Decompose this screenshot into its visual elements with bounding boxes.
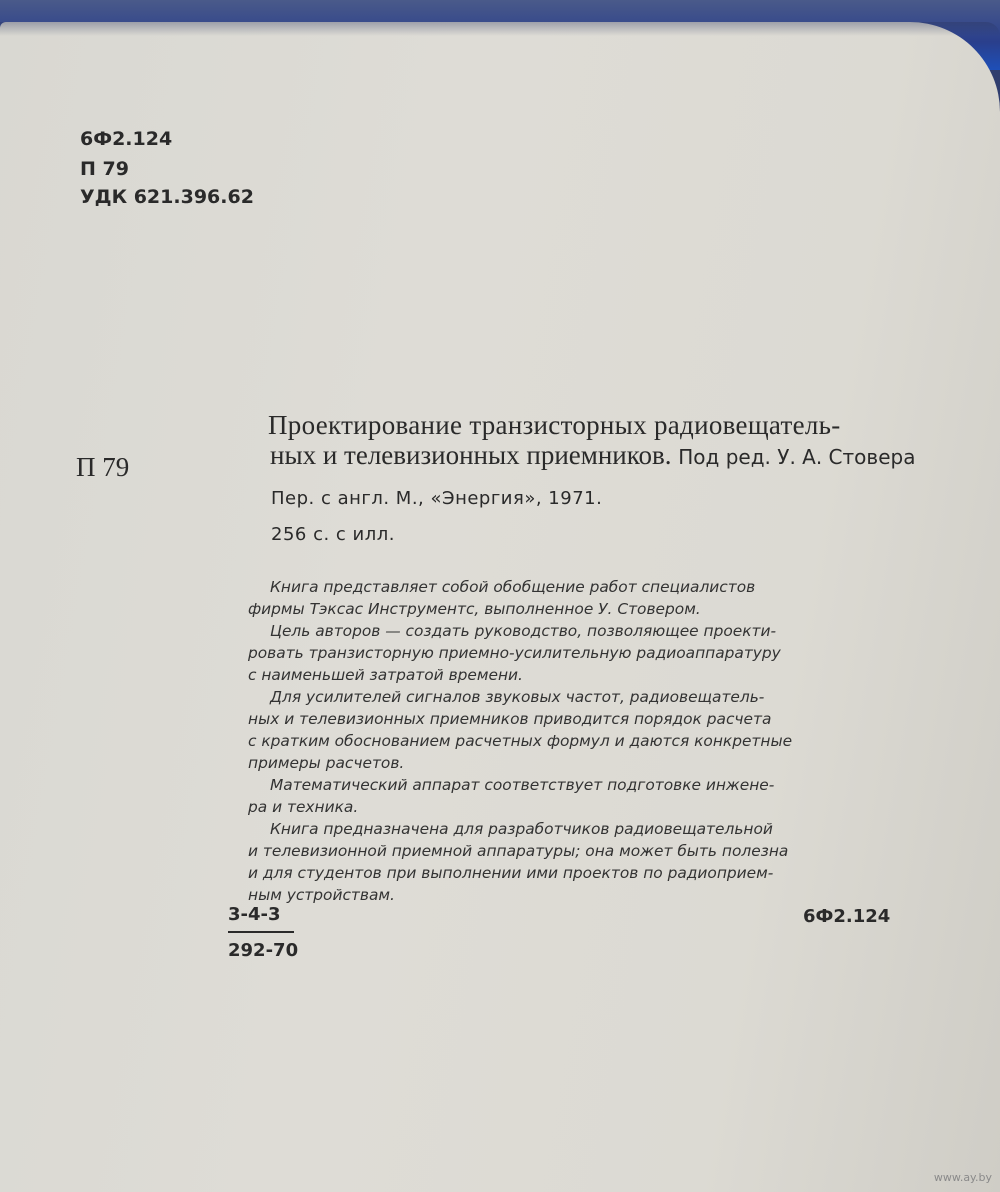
abstract-line: ных и телевизионных приемников приводится порядок расчета [248,710,772,728]
book-title-line-2 [270,440,915,471]
watermark: www.ay.by [933,1171,992,1184]
abstract-line: и для студентов при выполнении ими проектов по радиоприем- [248,864,774,882]
publication-info: Пер. с англ. М., «Энергия», 1971. [271,488,603,509]
book-title-line-1: Проектирование транзисторных радиовещатель- [268,410,841,440]
side-author-mark: П 79 [76,452,130,482]
abstract-line: с кратким обоснованием расчетных формул и даются конкретные [248,732,793,750]
abstract-line: ра и техника. [248,798,359,816]
abstract-line: с наименьшей затратой времени. [248,666,523,684]
abstract-line: Книга представляет собой обобщение работ специалистов [270,578,756,596]
abstract-line: Цель авторов — создать руководство, позволяющее проекти- [270,622,777,640]
abstract-line: Книга предназначена для разработчиков радиовещательной [270,820,773,838]
abstract-line: Для усилителей сигналов звуковых частот, радиовещатель- [270,688,765,706]
abstract-line: примеры расчетов. [248,754,405,772]
page-edge-shadow [0,22,1000,36]
abstract-line: ровать транзисторную приемно-усилительную радиоаппаратуру [248,644,781,662]
book-title-line-2-text: ных и телевизионных приемников. [270,440,672,470]
author-mark: П 79 [80,158,129,180]
classification-code: 6Ф2.124 [80,128,173,150]
abstract-line: и телевизионной приемной аппаратуры; она может быть полезна [248,842,789,860]
footer-classification-code: 6Ф2.124 [803,906,891,927]
page-count: 256 с. с илл. [271,524,395,545]
index-numerator: 3-4-3 [228,904,281,925]
abstract-line: фирмы Тэксас Инструментс, выполненное У. Стовером. [248,600,701,618]
abstract-line: Математический аппарат соответствует подготовке инжене- [270,776,775,794]
index-fraction-rule [228,931,294,933]
index-denominator: 292-70 [228,940,299,961]
editor-credit: Под ред. У. А. Стовера [678,445,916,469]
abstract-line: ным устройствам. [248,886,395,904]
udk-code: УДК 621.396.62 [80,186,254,208]
